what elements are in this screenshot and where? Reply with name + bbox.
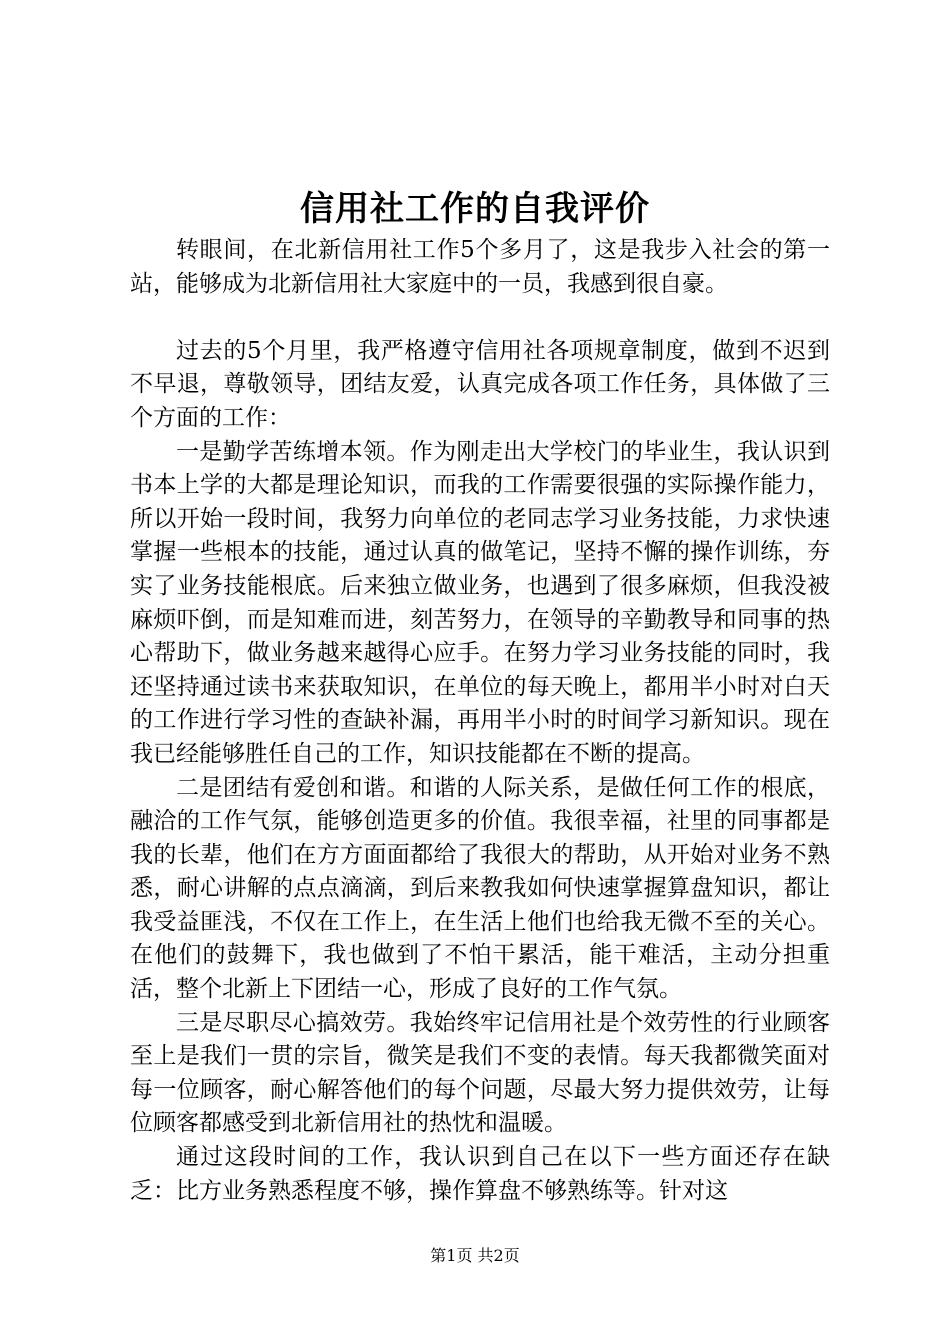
paragraph-intro: 转眼间，在北新信用社工作5个多月了，这是我步入社会的第一站，能够成为北新信用社大家庭中的一员，我感到很自豪。 bbox=[130, 237, 830, 297]
paragraph-shortcomings: 通过这段时间的工作，我认识到自己在以下一些方面还存在缺乏：比方业务熟悉程度不够，操作算盘不够熟练等。针对这 bbox=[130, 1144, 830, 1204]
document-title: 信用社工作的自我评价 bbox=[300, 189, 650, 229]
paragraph-harmony: 二是团结有爱创和谐。和谐的人际关系，是做任何工作的根底，融洽的工作气氛，能够创造更多的价值。我很幸福，社里的同事都是我的长辈，他们在方方面面都给了我很大的帮助，从开始对业务不熟悉，耐心讲解的点点滴滴，到后来教我如何快速掌握算盘知识，都让我受益匪浅，不仅在工作上，在生活上他们也给我无微不至的关心。在他们的鼓舞下，我也做到了不怕干累活，能干难活，主动分担重活，整个北新上下团结一心，形成了良好的工作气氛。 bbox=[130, 774, 830, 1003]
paragraph-service: 三是尽职尽心搞效劳。我始终牢记信用社是个效劳性的行业顾客至上是我们一贯的宗旨，微笑是我们不变的表情。每天我都微笑面对每一位顾客，耐心解答他们的每个问题，尽最大努力提供效劳，让每位顾客都感受到北新信用社的热忱和温暖。 bbox=[130, 1009, 830, 1137]
paragraph-summary: 过去的5个月里，我严格遵守信用社各项规章制度，做到不迟到不早退，尊敬领导，团结友爱，认真完成各项工作任务，具体做了三个方面的工作： bbox=[130, 337, 830, 431]
document-body bbox=[130, 234, 830, 1208]
page-number: 第1页 共2页 bbox=[430, 1246, 520, 1265]
paragraph-study: 一是勤学苦练增本领。作为刚走出大学校门的毕业生，我认识到书本上学的大都是理论知识，而我的工作需要很强的实际操作能力，所以开始一段时间，我努力向单位的老同志学习业务技能，力求快速掌握一些根本的技能，通过认真的做笔记，坚持不懈的操作训练，夯实了业务技能根底。后来独立做业务，也遇到了很多麻烦，但我没被麻烦吓倒，而是知难而进，刻苦努力，在领导的辛勤教导和同事的热心帮助下，做业务越来越得心应手。在努力学习业务技能的同时，我还坚持通过读书来获取知识，在单位的每天晚上，都用半小时对白天的工作进行学习性的查缺补漏，再用半小时的时间学习新知识。现在我已经能够胜任自己的工作，知识技能都在不断的提高。 bbox=[130, 438, 830, 767]
